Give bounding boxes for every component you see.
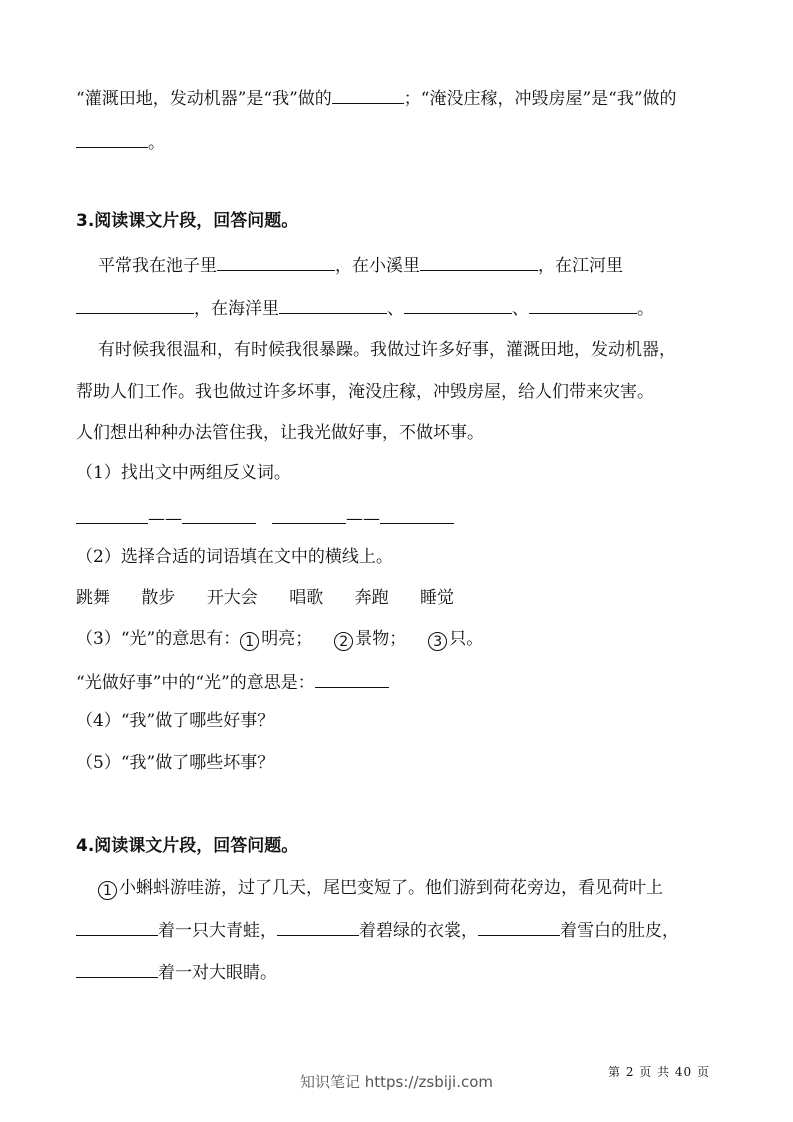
answer-blank[interactable]: [529, 296, 637, 314]
section-3-heading: 3.阅读课文片段，回答问题。: [76, 211, 299, 231]
answer-blank[interactable]: [404, 296, 512, 314]
circled-number: 2: [334, 632, 353, 651]
q3-prefix: （3）“光”的意思有：: [76, 629, 241, 649]
word-bank-item: 跳舞: [76, 588, 110, 608]
word-bank-item: 奔跑: [354, 588, 389, 608]
answer-blank[interactable]: [76, 960, 158, 978]
s4-text: 着雪白的肚皮，: [560, 921, 679, 941]
answer-blank[interactable]: [182, 506, 256, 524]
s3-question-5: （5）“我”做了哪些坏事？: [76, 753, 275, 773]
answer-blank[interactable]: [380, 506, 454, 524]
site-watermark[interactable]: 知识笔记 https://zsbiji.com: [299, 1073, 494, 1091]
page-number: 第 2 页 共 40 页: [608, 1065, 710, 1079]
s3-fill-line-2: [76, 296, 654, 321]
s3-paragraph-line-2: 帮助人们工作。我也做过许多坏事，淹没庄稼，冲毁房屋，给人们带来灾害。: [76, 382, 654, 402]
s4-line-3: [76, 960, 277, 985]
answer-blank[interactable]: [420, 253, 538, 271]
answer-blank[interactable]: [76, 506, 148, 524]
circled-number: 1: [98, 881, 117, 900]
s3-question-1: （1）找出文中两组反义词。: [76, 463, 291, 483]
q3-option: 明亮；: [261, 629, 313, 649]
s3-paragraph-line-1: 有时候我很温和，有时候我很暴躁。我做过许多好事，灌溉田地，发动机器，: [98, 340, 676, 360]
answer-blank[interactable]: [76, 918, 158, 936]
dash: ——: [148, 509, 182, 529]
separator: 、: [387, 299, 404, 319]
s4-text: 小蝌蚪游哇游，过了几天，尾巴变短了。他们游到荷花旁边，看见荷叶上: [119, 878, 663, 898]
s4-text: 着一对大眼睛。: [158, 963, 277, 983]
s4-line-1: [98, 876, 663, 900]
circled-number: 1: [240, 632, 259, 651]
circled-number: 3: [428, 632, 447, 651]
word-bank-item: 睡觉: [420, 588, 455, 608]
intro-end: 。: [148, 133, 165, 153]
answer-blank[interactable]: [76, 296, 194, 314]
s3-fill-line-1: [98, 253, 623, 278]
answer-blank[interactable]: [76, 130, 148, 148]
s3-question-4: （4）“我”做了哪些好事？: [76, 711, 275, 731]
q3-option: 景物；: [355, 629, 407, 649]
q3-option: 只。: [449, 629, 484, 649]
s3-fill-text: 平常我在池子里: [98, 256, 217, 276]
s3-question-3: [76, 627, 483, 651]
intro-line-1: [76, 86, 677, 111]
s4-line-2: [76, 918, 679, 943]
s3-antonym-blanks: [76, 506, 454, 531]
intro-text-1: “灌溉田地，发动机器”是“我”做的: [76, 89, 332, 109]
answer-blank[interactable]: [332, 86, 404, 104]
s3-question-3b: [76, 670, 389, 695]
s3-question-2: （2）选择合适的词语填在文中的横线上。: [76, 547, 393, 567]
word-bank-item: 散步: [141, 588, 176, 608]
s4-text: 着碧绿的衣裳，: [359, 921, 478, 941]
s3-fill-text: ，在江河里: [538, 256, 623, 276]
s3-word-bank: [76, 586, 480, 610]
word-bank-item: 唱歌: [289, 588, 324, 608]
answer-blank[interactable]: [279, 296, 387, 314]
period: 。: [637, 299, 654, 319]
answer-blank[interactable]: [277, 918, 359, 936]
s3-paragraph-line-3: 人们想出种种办法管住我，让我光做好事，不做坏事。: [76, 423, 484, 443]
s3-fill-text: ，在海洋里: [194, 299, 279, 319]
answer-blank[interactable]: [478, 918, 560, 936]
intro-text-2: ；“淹没庄稼，冲毁房屋”是“我”做的: [403, 89, 677, 109]
answer-blank[interactable]: [217, 253, 335, 271]
word-bank-item: 开大会: [206, 588, 258, 608]
dash: ——: [346, 509, 380, 529]
section-4-heading: 4.阅读课文片段，回答问题。: [76, 836, 299, 856]
s4-text: 着一只大青蛙，: [158, 921, 277, 941]
intro-line-2: [76, 130, 165, 155]
s3-fill-text: ，在小溪里: [335, 256, 420, 276]
q3b-text: “光做好事”中的“光”的意思是：: [76, 673, 315, 693]
answer-blank[interactable]: [272, 506, 346, 524]
answer-blank[interactable]: [315, 670, 389, 688]
separator: 、: [512, 299, 529, 319]
